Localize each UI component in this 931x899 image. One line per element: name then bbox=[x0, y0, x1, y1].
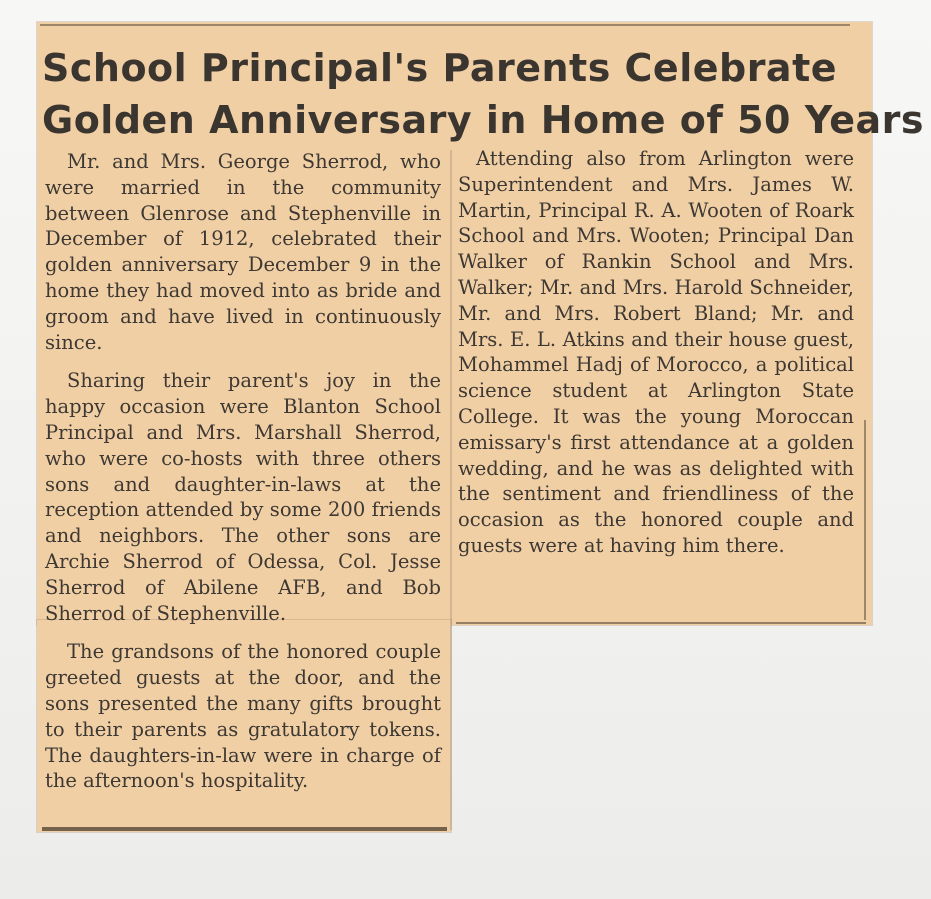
column-divider bbox=[450, 150, 452, 830]
right-column bbox=[458, 146, 854, 572]
headline bbox=[42, 42, 924, 146]
paragraph-4: Attending also from Arlington were Superintendent and Mrs. James W. Martin, Principal R. A. Wooten of Roark School and Mrs. Wooten; Principal Dan Walker of Rankin School and Mrs. Walker; Mr. and Mrs. Harold Schneider, Mr. and Mrs. Robert Bland; Mr. and Mrs. E. L. Atkins and their house guest, Mohammel Hadj of Morocco, a political science student at Arlington State College. It was the young Moroccan emissary's first attendance at a golden wedding, and he was as delighted with the sentiment and friendliness of the occasion as the honored couple and guests were at having him there. bbox=[458, 147, 854, 557]
left-column bbox=[45, 149, 441, 807]
top-rule bbox=[40, 24, 850, 26]
right-edge-rule bbox=[864, 420, 866, 620]
headline-line-2: Golden Anniversary in Home of 50 Years bbox=[42, 98, 924, 142]
paragraph-1: Mr. and Mrs. George Sherrod, who were married in the community between Glenrose and Stephenville in December of 1912, celebrated their golden anniversary December 9 in the home they had moved into as bride and groom and have lived in continuously since. bbox=[45, 150, 441, 354]
paragraph-3: The grandsons of the honored couple greeted guests at the door, and the sons presented the many gifts brought to their parents as gratulatory tokens. The daughters-in-law were in charge of the afternoon's hospitality. bbox=[45, 640, 441, 793]
paragraph-2: Sharing their parent's joy in the happy occasion were Blanton School Principal and Mrs. Marshall Sherrod, who were co-hosts with three others sons and daughter-in-laws at the reception attended by some 200 friends and neighbors. The other sons are Archie Sherrod of Odessa, Col. Jesse Sherrod of Abilene AFB, and Bob Sherrod of Stephenville. bbox=[45, 369, 441, 625]
bottom-rule bbox=[42, 827, 447, 831]
right-column-bottom-rule bbox=[456, 622, 866, 624]
headline-line-1: School Principal's Parents Celebrate bbox=[42, 46, 838, 90]
